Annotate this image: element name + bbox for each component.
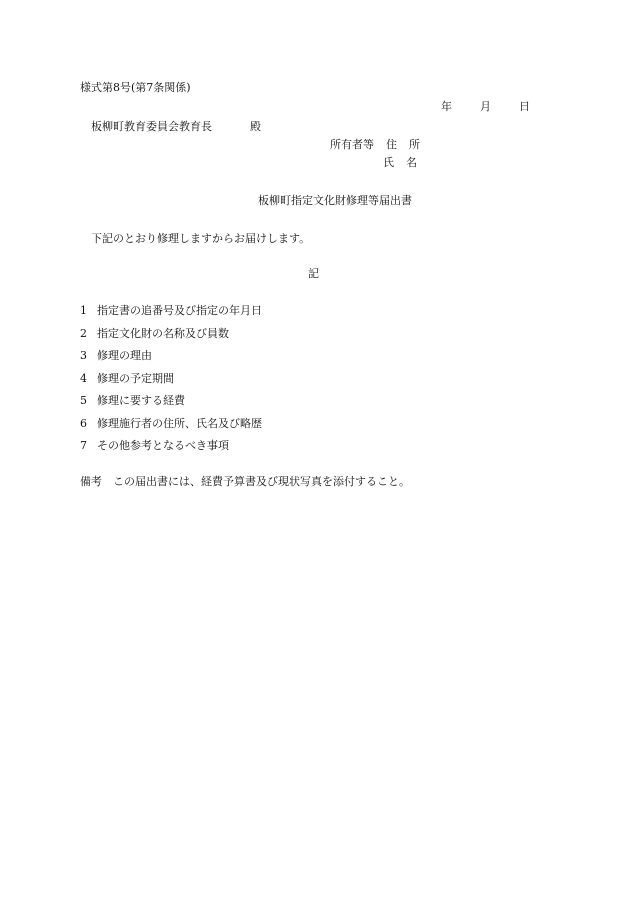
form-number: 様式第8号(第7条関係) bbox=[80, 81, 191, 94]
owner-name-line bbox=[383, 157, 417, 168]
name-label-part1: 氏 bbox=[383, 156, 394, 169]
remark-text: この届出書には、経費予算書及び現状写真を添付すること。 bbox=[113, 475, 410, 488]
list-item bbox=[80, 440, 262, 463]
recipient-name: 板柳町教育委員会教育長 bbox=[91, 120, 212, 133]
list-item bbox=[80, 328, 262, 351]
item-number: 4 bbox=[80, 371, 87, 385]
owner-address-line bbox=[330, 139, 420, 150]
list-item bbox=[80, 305, 262, 328]
item-text: 修理に要する経費 bbox=[97, 394, 185, 407]
item-text: 修理の理由 bbox=[97, 349, 152, 362]
address-label-part2: 所 bbox=[409, 138, 420, 151]
remark-line bbox=[80, 476, 410, 487]
items-list bbox=[80, 305, 262, 463]
name-label-part2: 名 bbox=[406, 156, 417, 169]
list-item bbox=[80, 395, 262, 418]
list-item bbox=[80, 350, 262, 373]
recipient-honorific: 殿 bbox=[250, 120, 261, 133]
item-number: 6 bbox=[80, 416, 87, 430]
item-text: その他参考となるべき事項 bbox=[97, 439, 229, 452]
list-item bbox=[80, 418, 262, 441]
item-text: 修理の予定期間 bbox=[97, 371, 174, 385]
owner-label: 所有者等 bbox=[330, 138, 374, 151]
intro-text: 下記のとおり修理しますからお届けします。 bbox=[91, 232, 311, 245]
item-text: 指定書の追番号及び指定の年月日 bbox=[97, 304, 262, 317]
item-number: 5 bbox=[80, 394, 87, 407]
date-year-label: 年 bbox=[441, 100, 452, 113]
recipient-line bbox=[91, 121, 261, 132]
item-text: 指定文化財の名称及び員数 bbox=[97, 326, 229, 340]
date-line bbox=[441, 101, 530, 112]
date-day-label: 日 bbox=[519, 100, 530, 113]
item-number: 3 bbox=[80, 349, 87, 362]
date-month-label: 月 bbox=[480, 100, 491, 113]
document-title: 板柳町指定文化財修理等届出書 bbox=[258, 194, 412, 207]
address-label-part1: 住 bbox=[386, 138, 397, 151]
item-number: 1 bbox=[80, 304, 87, 317]
ki-heading: 記 bbox=[308, 267, 319, 280]
remark-label: 備考 bbox=[80, 475, 102, 488]
item-number: 2 bbox=[80, 326, 87, 340]
list-item bbox=[80, 373, 262, 396]
item-number: 7 bbox=[80, 439, 87, 452]
item-text: 修理施行者の住所、氏名及び略歴 bbox=[97, 416, 262, 430]
